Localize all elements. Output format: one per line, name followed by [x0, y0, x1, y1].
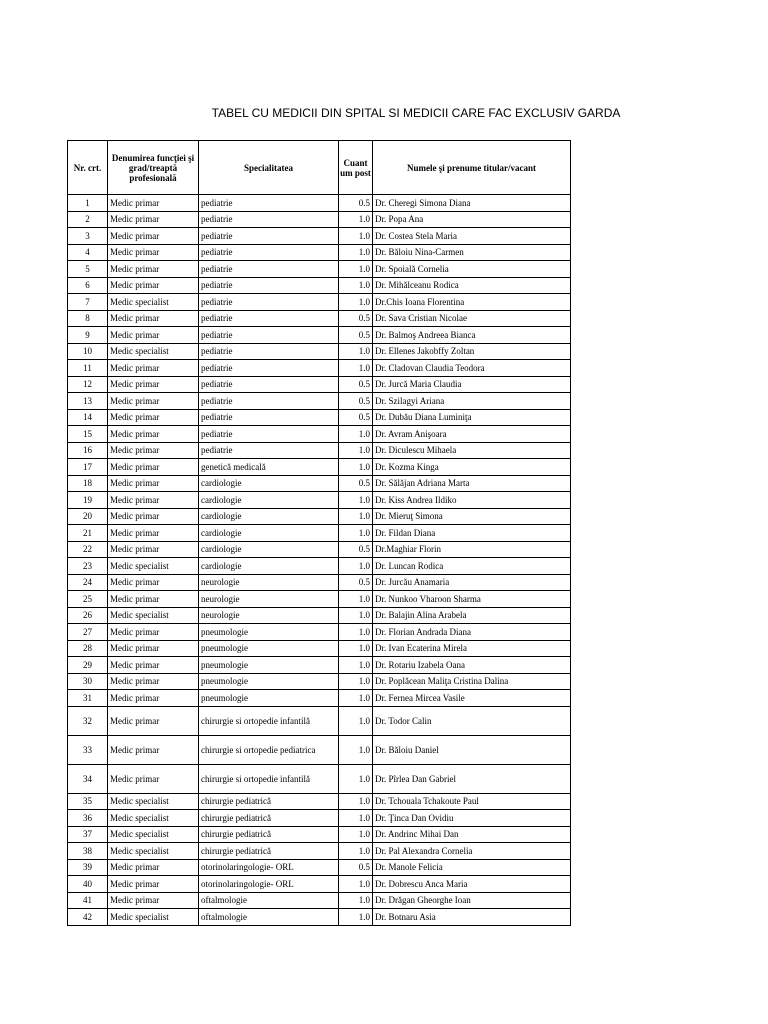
cell-functie: Medic primar: [108, 327, 199, 344]
cell-specialitate: oftalmologie: [199, 892, 339, 909]
cell-nume: Dr.Maghiar Florin: [373, 541, 571, 558]
cell-nr: 32: [68, 706, 108, 735]
cell-specialitate: pediatrie: [199, 426, 339, 443]
cell-functie: Medic primar: [108, 442, 199, 459]
cell-nr: 29: [68, 657, 108, 674]
page-title: TABEL CU MEDICII DIN SPITAL SI MEDICII CARE FAC EXCLUSIV GARDA: [211, 106, 621, 120]
cell-nume: Dr. Drăgan Gheorghe Ioan: [373, 892, 571, 909]
cell-specialitate: neurologie: [199, 591, 339, 608]
cell-specialitate: pediatrie: [199, 409, 339, 426]
cell-specialitate: pediatrie: [199, 195, 339, 212]
table-row: [68, 327, 571, 344]
cell-functie: Medic primar: [108, 195, 199, 212]
table-row: [68, 310, 571, 327]
cell-functie: Medic primar: [108, 376, 199, 393]
cell-nume: Dr. Balmoş Andreea Bianca: [373, 327, 571, 344]
table-row: [68, 859, 571, 876]
cell-nr: 1: [68, 195, 108, 212]
cell-cuantum: 1.0: [339, 657, 373, 674]
cell-cuantum: 1.0: [339, 673, 373, 690]
cell-nr: 14: [68, 409, 108, 426]
cell-functie: Medic primar: [108, 673, 199, 690]
table-row: [68, 607, 571, 624]
cell-specialitate: pediatrie: [199, 327, 339, 344]
cell-cuantum: 0.5: [339, 409, 373, 426]
cell-functie: Medic specialist: [108, 558, 199, 575]
table-row: [68, 442, 571, 459]
cell-functie: Medic specialist: [108, 826, 199, 843]
cell-nr: 19: [68, 492, 108, 509]
cell-nume: Dr. Băloiu Nina-Carmen: [373, 244, 571, 261]
cell-specialitate: pediatrie: [199, 310, 339, 327]
table-row: [68, 591, 571, 608]
table-row: [68, 492, 571, 509]
cell-nr: 28: [68, 640, 108, 657]
cell-nume: Dr. Kiss Andrea Ildiko: [373, 492, 571, 509]
cell-nr: 12: [68, 376, 108, 393]
table-row: [68, 690, 571, 707]
cell-nr: 35: [68, 793, 108, 810]
cell-functie: Medic primar: [108, 892, 199, 909]
cell-nr: 37: [68, 826, 108, 843]
doctors-table: [67, 140, 571, 926]
table-row: [68, 211, 571, 228]
cell-cuantum: 0.5: [339, 393, 373, 410]
cell-nr: 16: [68, 442, 108, 459]
cell-specialitate: neurologie: [199, 607, 339, 624]
cell-cuantum: 0.5: [339, 195, 373, 212]
cell-cuantum: 1.0: [339, 735, 373, 764]
cell-specialitate: cardiologie: [199, 475, 339, 492]
cell-cuantum: 1.0: [339, 277, 373, 294]
cell-cuantum: 1.0: [339, 909, 373, 926]
cell-specialitate: otorinolaringologie- ORL: [199, 859, 339, 876]
cell-specialitate: chirurgie pediatrică: [199, 810, 339, 827]
table-row: [68, 843, 571, 860]
cell-functie: Medic primar: [108, 624, 199, 641]
cell-specialitate: pediatrie: [199, 376, 339, 393]
cell-functie: Medic primar: [108, 764, 199, 793]
cell-nume: Dr. Kozma Kinga: [373, 459, 571, 476]
cell-nr: 4: [68, 244, 108, 261]
cell-specialitate: pneumologie: [199, 690, 339, 707]
cell-nume: Dr. Nunkoo Vharoon Sharma: [373, 591, 571, 608]
cell-nume: Dr. Sălăjan Adriana Marta: [373, 475, 571, 492]
cell-nume: Dr. Diculescu Mihaela: [373, 442, 571, 459]
cell-cuantum: 1.0: [339, 261, 373, 278]
table-row: [68, 343, 571, 360]
table-row: [68, 360, 571, 377]
table-row: [68, 228, 571, 245]
cell-specialitate: chirurgie pediatrică: [199, 843, 339, 860]
cell-nume: Dr. Botnaru Asia: [373, 909, 571, 926]
cell-nr: 15: [68, 426, 108, 443]
table-row: [68, 475, 571, 492]
cell-cuantum: 1.0: [339, 640, 373, 657]
cell-nr: 24: [68, 574, 108, 591]
cell-specialitate: chirurgie pediatrică: [199, 793, 339, 810]
cell-specialitate: chirurgie si ortopedie infantilă: [199, 764, 339, 793]
header-nume: Numele şi prenume titular/vacant: [373, 141, 571, 195]
header-nr: Nr. crt.: [68, 141, 108, 195]
cell-functie: Medic primar: [108, 277, 199, 294]
table-row: [68, 558, 571, 575]
table-row: [68, 376, 571, 393]
cell-specialitate: pediatrie: [199, 211, 339, 228]
cell-nr: 34: [68, 764, 108, 793]
cell-functie: Medic primar: [108, 706, 199, 735]
cell-cuantum: 0.5: [339, 310, 373, 327]
cell-specialitate: pneumologie: [199, 673, 339, 690]
cell-nr: 10: [68, 343, 108, 360]
cell-functie: Medic primar: [108, 228, 199, 245]
table-row: [68, 459, 571, 476]
cell-specialitate: genetică medicală: [199, 459, 339, 476]
cell-nume: Dr. Ţinca Dan Ovidiu: [373, 810, 571, 827]
cell-functie: Medic specialist: [108, 343, 199, 360]
cell-cuantum: 1.0: [339, 764, 373, 793]
table-row: [68, 706, 571, 735]
cell-specialitate: chirurgie pediatrică: [199, 826, 339, 843]
cell-specialitate: cardiologie: [199, 558, 339, 575]
cell-functie: Medic primar: [108, 310, 199, 327]
cell-nr: 36: [68, 810, 108, 827]
cell-nr: 30: [68, 673, 108, 690]
table-row: [68, 909, 571, 926]
cell-nume: Dr. Băloiu Daniel: [373, 735, 571, 764]
cell-cuantum: 1.0: [339, 211, 373, 228]
cell-cuantum: 1.0: [339, 607, 373, 624]
cell-cuantum: 1.0: [339, 343, 373, 360]
table-row: [68, 574, 571, 591]
cell-nr: 21: [68, 525, 108, 542]
cell-functie: Medic primar: [108, 690, 199, 707]
cell-functie: Medic primar: [108, 876, 199, 893]
cell-specialitate: pneumologie: [199, 640, 339, 657]
table-row: [68, 793, 571, 810]
cell-cuantum: 0.5: [339, 574, 373, 591]
cell-functie: Medic primar: [108, 211, 199, 228]
cell-cuantum: 1.0: [339, 426, 373, 443]
cell-nume: Dr. Tchouala Tchakoute Paul: [373, 793, 571, 810]
table-row: [68, 657, 571, 674]
cell-specialitate: chirurgie si ortopedie pediatrica: [199, 735, 339, 764]
cell-cuantum: 0.5: [339, 475, 373, 492]
cell-nr: 38: [68, 843, 108, 860]
cell-nume: Dr. Jurcău Anamaria: [373, 574, 571, 591]
cell-functie: Medic specialist: [108, 909, 199, 926]
table-row: [68, 826, 571, 843]
cell-functie: Medic primar: [108, 459, 199, 476]
cell-functie: Medic primar: [108, 426, 199, 443]
cell-functie: Medic primar: [108, 244, 199, 261]
cell-specialitate: pediatrie: [199, 360, 339, 377]
cell-functie: Medic primar: [108, 475, 199, 492]
table-row: [68, 892, 571, 909]
cell-specialitate: pediatrie: [199, 343, 339, 360]
cell-nume: Dr. Ivan Ecaterina Mirela: [373, 640, 571, 657]
cell-nr: 33: [68, 735, 108, 764]
cell-cuantum: 0.5: [339, 327, 373, 344]
cell-functie: Medic primar: [108, 360, 199, 377]
cell-cuantum: 1.0: [339, 624, 373, 641]
cell-specialitate: otorinolaringologie- ORL: [199, 876, 339, 893]
cell-nume: Dr. Balajin Alina Arabela: [373, 607, 571, 624]
cell-cuantum: 1.0: [339, 876, 373, 893]
cell-nume: Dr. Mieruţ Simona: [373, 508, 571, 525]
cell-specialitate: pediatrie: [199, 294, 339, 311]
cell-functie: Medic primar: [108, 525, 199, 542]
cell-nr: 25: [68, 591, 108, 608]
cell-nr: 39: [68, 859, 108, 876]
cell-functie: Medic specialist: [108, 843, 199, 860]
table-row: [68, 261, 571, 278]
cell-cuantum: 0.5: [339, 376, 373, 393]
cell-nume: Dr. Poplăcean Maliţa Cristina Dalina: [373, 673, 571, 690]
cell-cuantum: 1.0: [339, 793, 373, 810]
cell-nr: 23: [68, 558, 108, 575]
table-row: [68, 673, 571, 690]
cell-cuantum: 1.0: [339, 892, 373, 909]
cell-nr: 3: [68, 228, 108, 245]
cell-cuantum: 1.0: [339, 492, 373, 509]
cell-nr: 11: [68, 360, 108, 377]
cell-nume: Dr. Fernea Mircea Vasile: [373, 690, 571, 707]
header-cuantum: Cuant um post: [339, 141, 373, 195]
cell-nume: Dr. Szilagyi Ariana: [373, 393, 571, 410]
cell-functie: Medic primar: [108, 591, 199, 608]
table-header-row: [68, 141, 571, 195]
cell-functie: Medic primar: [108, 574, 199, 591]
cell-functie: Medic primar: [108, 508, 199, 525]
table-row: [68, 244, 571, 261]
table-row: [68, 294, 571, 311]
cell-functie: Medic primar: [108, 541, 199, 558]
cell-cuantum: 1.0: [339, 826, 373, 843]
cell-specialitate: pneumologie: [199, 624, 339, 641]
cell-functie: Medic primar: [108, 492, 199, 509]
table-row: [68, 426, 571, 443]
cell-specialitate: chirurgie si ortopedie infantilă: [199, 706, 339, 735]
cell-specialitate: cardiologie: [199, 541, 339, 558]
cell-specialitate: neurologie: [199, 574, 339, 591]
cell-cuantum: 1.0: [339, 508, 373, 525]
cell-cuantum: 1.0: [339, 228, 373, 245]
header-functie: Denumirea funcţiei şi grad/treaptă profesională: [108, 141, 199, 195]
cell-nr: 42: [68, 909, 108, 926]
cell-nume: Dr. Andrinc Mihai Dan: [373, 826, 571, 843]
cell-nume: Dr. Cladovan Claudia Teodora: [373, 360, 571, 377]
cell-nr: 7: [68, 294, 108, 311]
table-row: [68, 525, 571, 542]
cell-nr: 5: [68, 261, 108, 278]
cell-functie: Medic primar: [108, 409, 199, 426]
cell-cuantum: 1.0: [339, 558, 373, 575]
cell-nume: Dr. Manole Felicia: [373, 859, 571, 876]
cell-cuantum: 0.5: [339, 541, 373, 558]
cell-cuantum: 0.5: [339, 859, 373, 876]
table-row: [68, 810, 571, 827]
cell-nr: 18: [68, 475, 108, 492]
cell-nume: Dr. Florian Andrada Diana: [373, 624, 571, 641]
cell-specialitate: pediatrie: [199, 228, 339, 245]
cell-nume: Dr. Costea Stela Maria: [373, 228, 571, 245]
cell-specialitate: pediatrie: [199, 244, 339, 261]
table-row: [68, 735, 571, 764]
cell-cuantum: 1.0: [339, 442, 373, 459]
cell-nume: Dr. Fildan Diana: [373, 525, 571, 542]
cell-cuantum: 1.0: [339, 294, 373, 311]
cell-nr: 17: [68, 459, 108, 476]
cell-functie: Medic specialist: [108, 607, 199, 624]
cell-cuantum: 1.0: [339, 459, 373, 476]
cell-nume: Dr. Jurcă Maria Claudia: [373, 376, 571, 393]
cell-nume: Dr. Avram Anişoara: [373, 426, 571, 443]
cell-nr: 31: [68, 690, 108, 707]
cell-cuantum: 1.0: [339, 360, 373, 377]
cell-cuantum: 1.0: [339, 810, 373, 827]
table-row: [68, 508, 571, 525]
cell-functie: Medic primar: [108, 393, 199, 410]
table-row: [68, 393, 571, 410]
cell-cuantum: 1.0: [339, 690, 373, 707]
cell-cuantum: 1.0: [339, 706, 373, 735]
cell-nume: Dr. Mihălceanu Rodica: [373, 277, 571, 294]
cell-nume: Dr. Rotariu Izabela Oana: [373, 657, 571, 674]
cell-nume: Dr. Pîrlea Dan Gabriel: [373, 764, 571, 793]
cell-nume: Dr.Chis Ioana Florentina: [373, 294, 571, 311]
cell-nume: Dr. Pal Alexandra Cornelia: [373, 843, 571, 860]
cell-nume: Dr. Luncan Rodica: [373, 558, 571, 575]
cell-nr: 20: [68, 508, 108, 525]
cell-nume: Dr. Dobrescu Anca Maria: [373, 876, 571, 893]
cell-specialitate: oftalmologie: [199, 909, 339, 926]
cell-cuantum: 1.0: [339, 525, 373, 542]
cell-nume: Dr. Spoială Cornelia: [373, 261, 571, 278]
cell-nr: 22: [68, 541, 108, 558]
cell-nr: 13: [68, 393, 108, 410]
header-specialitate: Specialitatea: [199, 141, 339, 195]
cell-cuantum: 1.0: [339, 843, 373, 860]
cell-specialitate: cardiologie: [199, 525, 339, 542]
table-row: [68, 876, 571, 893]
table-row: [68, 195, 571, 212]
cell-specialitate: pediatrie: [199, 442, 339, 459]
cell-specialitate: cardiologie: [199, 508, 339, 525]
table-row: [68, 624, 571, 641]
cell-functie: Medic primar: [108, 859, 199, 876]
cell-nume: Dr. Cheregi Simona Diana: [373, 195, 571, 212]
cell-nr: 26: [68, 607, 108, 624]
cell-nr: 27: [68, 624, 108, 641]
cell-cuantum: 1.0: [339, 244, 373, 261]
table-row: [68, 541, 571, 558]
cell-nume: Dr. Sava Cristian Nicolae: [373, 310, 571, 327]
cell-cuantum: 1.0: [339, 591, 373, 608]
cell-functie: Medic primar: [108, 735, 199, 764]
cell-nr: 6: [68, 277, 108, 294]
table-row: [68, 764, 571, 793]
table-row: [68, 409, 571, 426]
cell-nume: Dr. Todor Calin: [373, 706, 571, 735]
cell-functie: Medic specialist: [108, 793, 199, 810]
cell-nr: 9: [68, 327, 108, 344]
cell-nume: Dr. Ellenes Jakobffy Zoltan: [373, 343, 571, 360]
cell-specialitate: pneumologie: [199, 657, 339, 674]
cell-nr: 40: [68, 876, 108, 893]
cell-specialitate: pediatrie: [199, 393, 339, 410]
cell-functie: Medic primar: [108, 261, 199, 278]
cell-nr: 2: [68, 211, 108, 228]
cell-nume: Dr. Popa Ana: [373, 211, 571, 228]
cell-functie: Medic primar: [108, 640, 199, 657]
cell-nume: Dr. Dubău Diana Luminiţa: [373, 409, 571, 426]
cell-functie: Medic primar: [108, 657, 199, 674]
table-row: [68, 640, 571, 657]
cell-specialitate: cardiologie: [199, 492, 339, 509]
cell-specialitate: pediatrie: [199, 261, 339, 278]
cell-functie: Medic specialist: [108, 294, 199, 311]
cell-specialitate: pediatrie: [199, 277, 339, 294]
cell-nr: 8: [68, 310, 108, 327]
table-row: [68, 277, 571, 294]
cell-nr: 41: [68, 892, 108, 909]
cell-functie: Medic specialist: [108, 810, 199, 827]
